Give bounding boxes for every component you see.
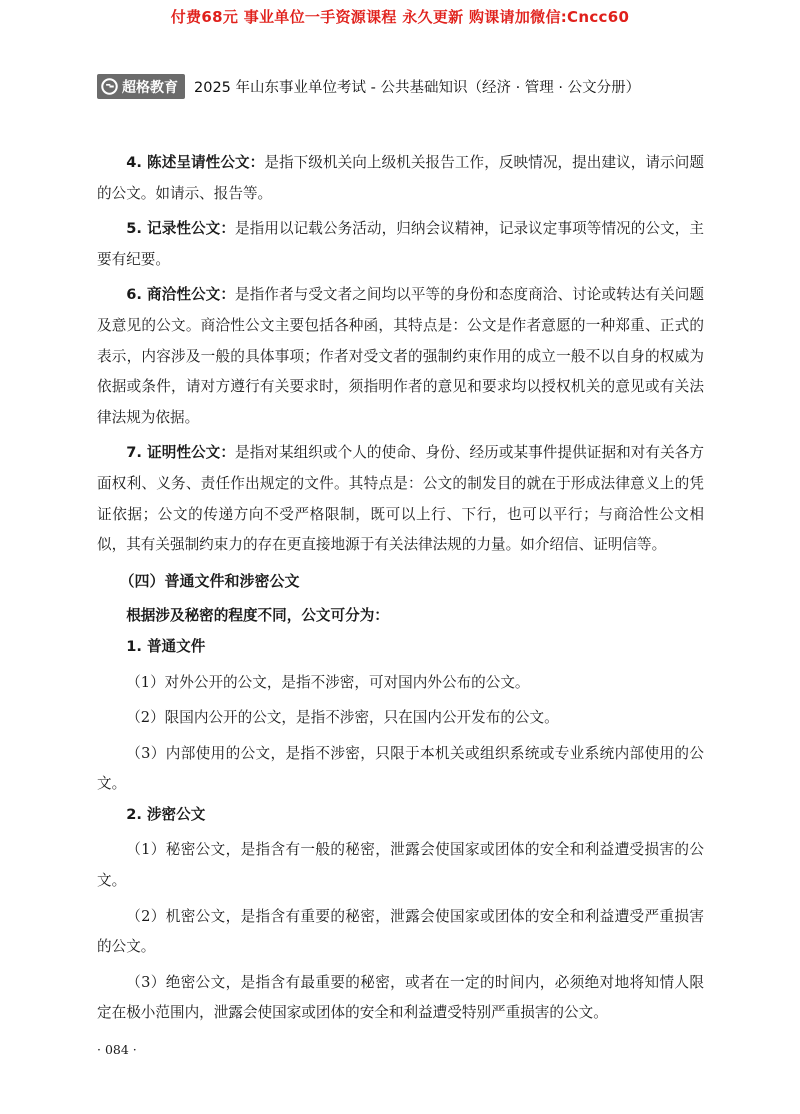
main-content [97, 148, 704, 1029]
item-label: 6. 商洽性公文： [126, 286, 235, 304]
list-item: （1）秘密公文，是指含有一般的秘密，泄露会使国家或团体的安全和利益遭受损害的公文。 [97, 841, 704, 890]
page-number: · 084 · [97, 1042, 137, 1057]
logo-g-icon [101, 78, 118, 95]
list-item: （2）机密公文，是指含有重要的秘密，泄露会使国家或团体的安全和利益遭受严重损害的公文。 [97, 907, 704, 956]
list-item: （3）内部使用的公文，是指不涉密，只限于本机关或组织系统或专业系统内部使用的公文。 [97, 744, 704, 793]
paragraph-item [97, 214, 704, 275]
subsection-title: 2. 涉密公文 [126, 805, 206, 823]
item-text: 是指下级机关向上级机关报告工作，反映情况，提出建议，请示问题的公文。如请示、报告等。 [97, 154, 704, 202]
brand-logo [97, 74, 185, 99]
item-text: 是指对某组织或个人的使命、身份、经历或某事件提供证据和对有关各方面权利、义务、责任作出规定的文件。其特点是：公文的制发目的就在于形成法律意义上的凭证依据；公文的传递方向不受严格限制，既可以上行、下行，也可以平行；与商洽性公文相似，其有关强制约束力的存在更直接地源于有关法律法规的力量。如介绍信、证明信等。 [97, 444, 704, 554]
paragraph-item [97, 438, 704, 560]
header-title: 2025 年山东事业单位考试 - 公共基础知识（经济 · 管理 · 公文分册） [194, 80, 641, 96]
list-item: （2）限国内公开的公文，是指不涉密，只在国内公开发布的公文。 [126, 709, 559, 727]
subsection-title: 1. 普通文件 [126, 637, 206, 655]
list-item: （1）对外公开的公文，是指不涉密，可对国内外公布的公文。 [126, 673, 530, 691]
section-heading: （四）普通文件和涉密公文 [119, 571, 300, 590]
item-label: 4. 陈述呈请性公文： [126, 154, 265, 171]
item-text: 是指作者与受文者之间均以平等的身份和态度商洽、讨论或转达有关问题及意见的公文。商洽性公文主要包括各种函，其特点是：公文是作者意愿的一种郑重、正式的表示，内容涉及一般的具体事项；作者对受文者的强制约束作用的成立一般不以自身的权威为依据或条件，请对方遵行有关要求时，须指明作者的意见和要求均以授权机关的意见或有关法律法规为依据。 [97, 286, 704, 426]
promo-banner: 付费68元 事业单位一手资源课程 永久更新 购课请加微信:Cncc60 [170, 8, 630, 26]
logo-text: 超格教育 [122, 79, 178, 96]
list-item: （3）绝密公文，是指含有最重要的秘密，或者在一定的时间内，必须绝对地将知情人限定在极小范围内，泄露会使国家或团体的安全和利益遭受特别严重损害的公文。 [97, 973, 704, 1022]
paragraph-item [97, 148, 704, 209]
page-header [97, 74, 640, 99]
section-intro: 根据涉及秘密的程度不同，公文可分为： [126, 607, 389, 625]
item-label: 5. 记录性公文： [126, 220, 235, 238]
paragraph-item [97, 280, 704, 433]
item-label: 7. 证明性公文： [126, 444, 235, 462]
item-text: 是指用以记载公务活动，归纳会议精神，记录议定事项等情况的公文，主要有纪要。 [97, 220, 704, 268]
